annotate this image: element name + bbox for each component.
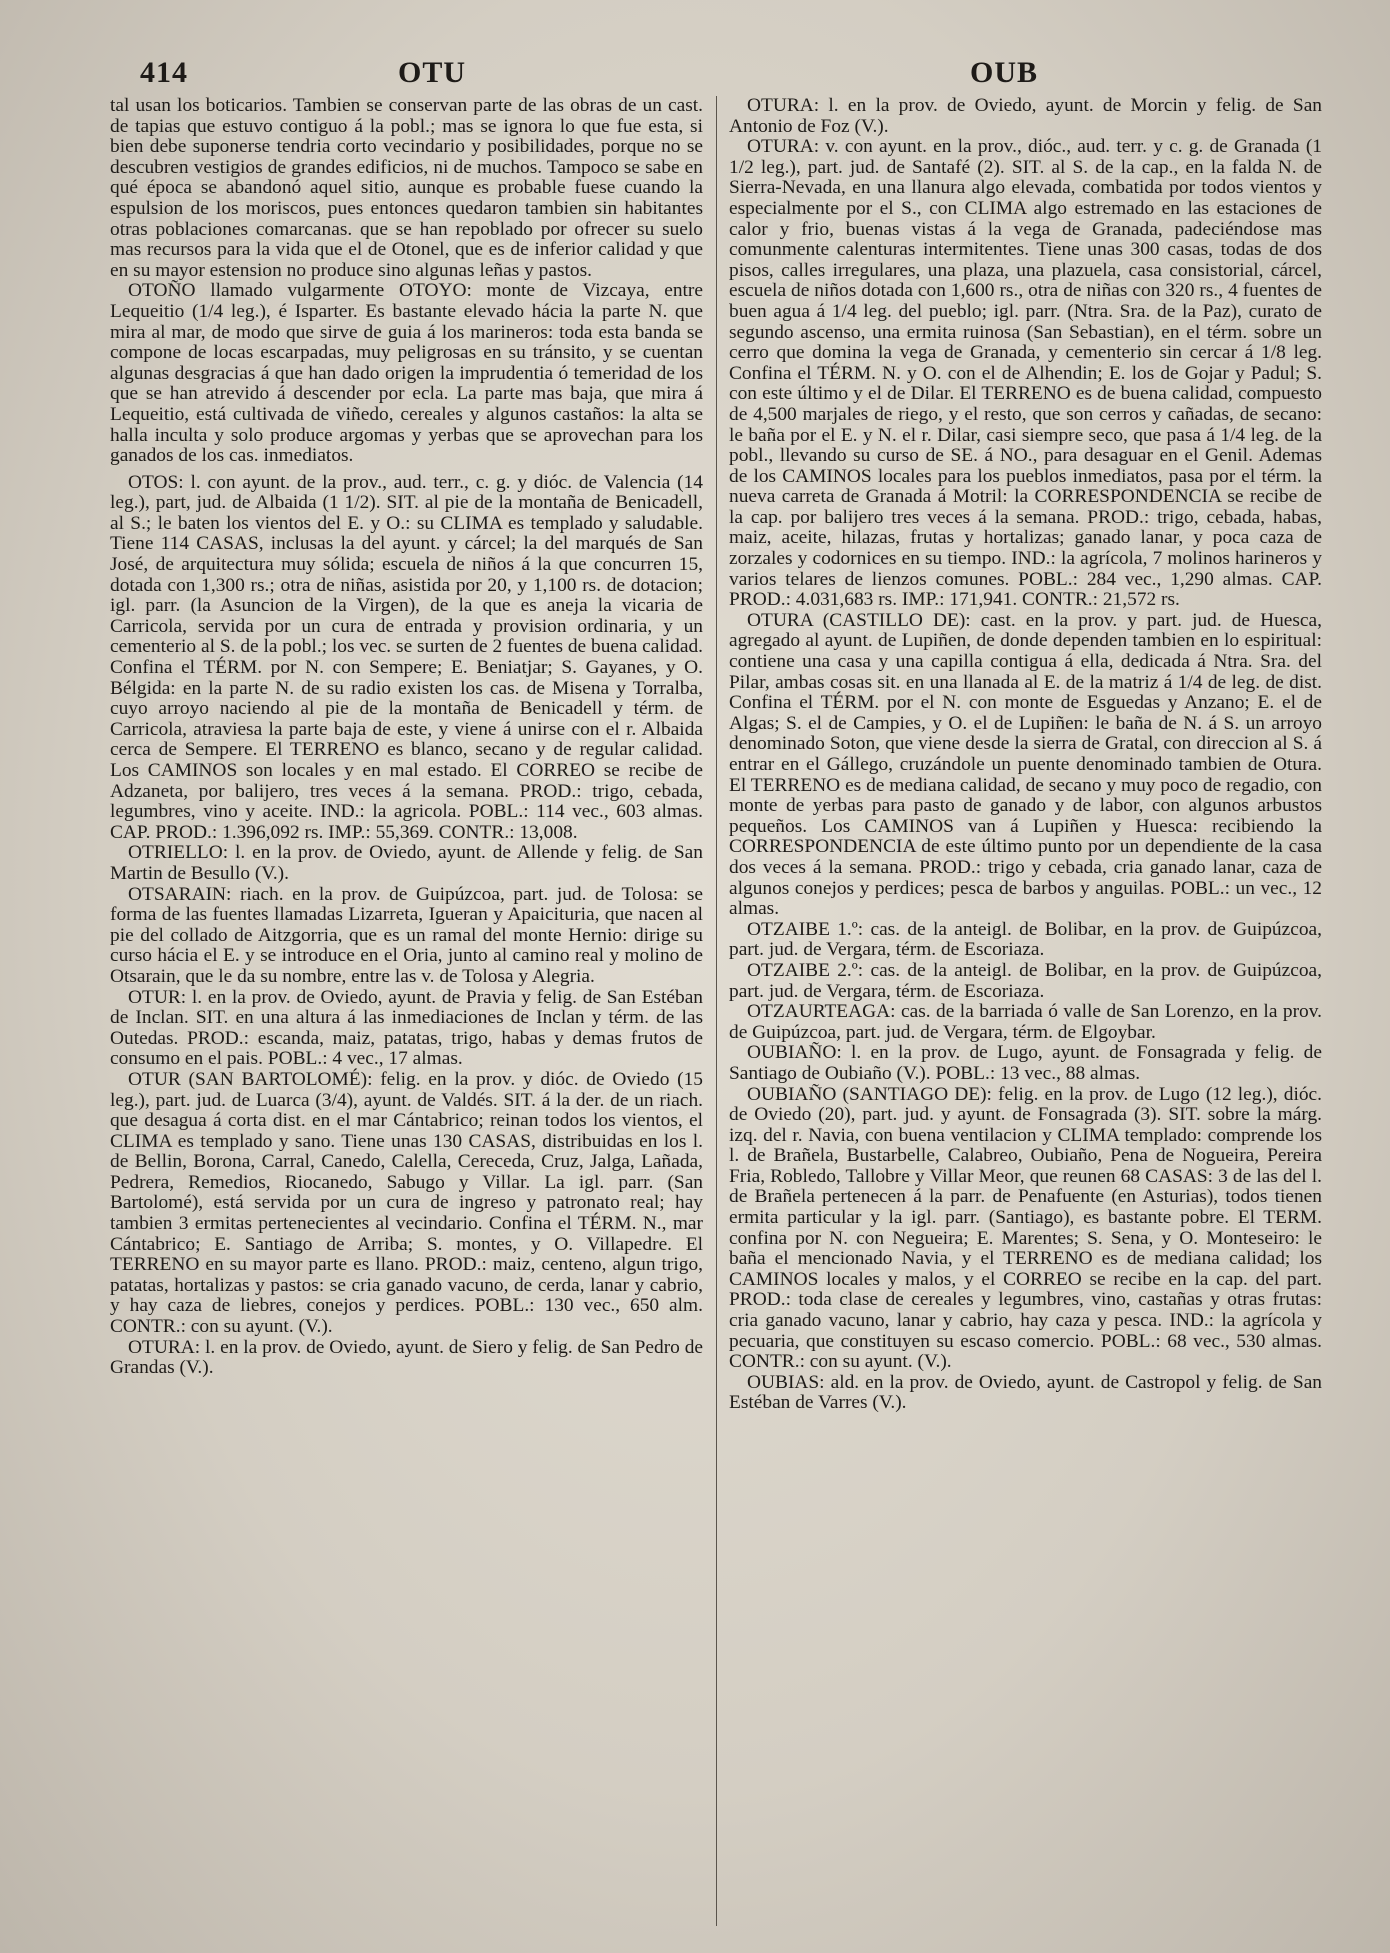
- dictionary-entry: OTUR (SAN BARTOLOMÉ): felig. en la prov. y dióc. de Oviedo (15 leg.), part. jud. de Luarca (3/4), ayunt. de Valdés. SIT. á la der. de un riach. que desagua á corta dist. en el mar Cántabrico; reinan todos los vientos, el CLIMA es templado y sano. Tiene unas 130 CASAS, distribuidas en los l. de Bellin, Borona, Carral, Canedo, Calella, Cereceda, Cruz, Jalga, Lañada, Pedrera, Remedios, Riocanedo, Sabugo y Villar. La igl. parr. (San Bartolomé), está servida por un cura de ingreso y patronato real; hay tambien 3 ermitas pertenecientes al vecindario. Confina el TÉRM. N., mar Cántabrico; E. Santiago de Arriba; S. montes, y O. Villapedre. El TERRENO en su mayor parte es llano. PROD.: maiz, centeno, algun trigo, patatas, hortalizas y pastos: se cria ganado vacuno, de cerda, lanar y cabrio, y hay caza de liebres, conejos y perdices. POBL.: 130 vec., 650 alm. CONTR.: con su ayunt. (V.).: [110, 1068, 703, 1338]
- right-column: [729, 96, 1322, 1926]
- dictionary-entry: tal usan los boticarios. Tambien se conservan parte de las obras de un cast. de tapias que estuvo contiguo á la pobl.; mas se ignora lo que fue esta, si bien debe suponerse tendria corto vecindario y posibilidades, porque no se descubren vestigios de grandes edificios, ni de muchos. Tampoco se sabe en qué época se abandonó aquel sitio, aunque es probable fuese cuando la espulsion de los moriscos, pues entonces quedaron tambien sin habitantes otras poblaciones comarcanas. que se han repoblado por ofrecer su suelo mas recursos para la vida que el de Otonel, que es de inferior calidad y que en su mayor estension no produce sino algunas leñas y pastos.: [110, 96, 703, 281]
- dictionary-entry: OTURA: v. con ayunt. en la prov., dióc., aud. terr. y c. g. de Granada (1 1/2 leg.), part. jud. de Santafé (2). SIT. al S. de la cap., en la falda N. de Sierra-Nevada, en una llanura algo elevada, combatida por todos vientos y especialmente por el S., con CLIMA algo estremado en las estaciones de calor y frio, buenas vistas á la vega de Granada, padeciéndose mas comunmente calenturas intermitentes. Tiene unas 300 casas, todas de dos pisos, calles irregulares, una plaza, una plazuela, casa consistorial, cárcel, escuela de niños dotada con 1,600 rs., otra de niñas con 320 rs., 4 fuentes de buen agua á 1/4 leg. del pueblo; igl. parr. (Ntra. Sra. de la Paz), curato de segundo ascenso, una ermita ruinosa (San Sebastian), en el térm. sobre un cerro que domina la vega de Granada, y cementerio sin cercar á 1/8 leg. Confina el TÉRM. N. y O. con el de Alhendin; E. los de Gojar y Padul; S. con este último y el de Dilar. El TERRENO es de buena calidad, compuesto de 4,500 marjales de riego, y el resto, que son cerros y cañadas, de secano: le baña por el E. y N. el r. Dilar, casi siempre seco, que pasa á 1/4 leg. de la pobl., llevando su curso de SE. á NO., para desaguar en el Genil. Ademas de los CAMINOS locales para los pueblos inmediatos, pasa por el térm. la nueva carreta de Granada á Motril: la CORRESPONDENCIA se recibe de la cap. por balijero tres veces á la semana. PROD.: trigo, cebada, habas, maiz, aceite, hilazas, frutas y hortalizas; ganado lanar, y poca caza de zorzales y codornices en su tiempo. IND.: la agrícola, 7 molinos harineros y varios telares de lienzos comunes. POBL.: 284 vec., 1,290 almas. CAP. PROD.: 4.031,683 rs. IMP.: 171,941. CONTR.: 21,572 rs.: [729, 136, 1322, 611]
- dictionary-entry: OTURA: l. en la prov. de Oviedo, ayunt. de Siero y felig. de San Pedro de Grandas (V.).: [110, 1336, 703, 1379]
- dictionary-entry: OTZAIBE 1.º: cas. de la anteigl. de Bolibar, en la prov. de Guipúzcoa, part. jud. de Vergara, térm. de Escoriaza.: [729, 918, 1322, 961]
- dictionary-entry: OTOÑO llamado vulgarmente OTOYO: monte de Vizcaya, entre Lequeitio (1/4 leg.), é Isparter. Es bastante elevado hácia la parte N. que mira al mar, de modo que sirve de guia á los marineros: toda esta banda se compone de locas escarpadas, muy peligrosas en su tránsito, y se cuentan algunas desgracias á que han dado origen la imprudentia ó temeridad de los que se han atrevido á descender por ecla. La parte mas baja, que mira á Lequeitio, está cultivada de viñedo, cereales y algunos castaños: la alta se halla inculta y solo produce argomas y yerbas que se aprovechan para los ganados de los cas. inmediatos.: [110, 280, 703, 467]
- dictionary-entry: OTOS: l. con ayunt. de la prov., aud. terr., c. g. y dióc. de Valencia (14 leg.), part, jud. de Albaida (1 1/2). SIT. al pie de la montaña de Benicadell, al S.; le baten los vientos del E. y O.: su CLIMA es templado y saludable. Tiene 114 CASAS, inclusas la del ayunt. y cárcel; la del marqués de San José, de arquitectura muy sólida; escuela de niños á la que concurren 15, dotada con 1,300 rs.; otra de niñas, asistida por 20, y 1,100 rs. de dotacion; igl. parr. (la Asuncion de la Virgen), de la que es aneja la vicaria de Carricola, servida por un cura de entrada y provision ordinaria, y un cementerio al S. de la pobl.; los vec. se surten de 2 fuentes de buena calidad. Confina el TÉRM. por N. con Sempere; E. Beniatjar; S. Gayanes, y O. Bélgida: en la parte N. de su radio existen los cas. de Misena y Torralba, cuyo arroyo naciendo al pie de la montaña de Benicadell y térm. de Carricola, atraviesa la parte baja de este, y viene á unirse con el r. Albaida cerca de Sempere. El TERRENO es blanco, secano y de regular calidad. Los CAMINOS son locales y en mal estado. El CORREO se recibe de Adzaneta, por balijero, tres veces á la semana. PROD.: trigo, cebada, legumbres, vino y aceite. IND.: la agricola. POBL.: 114 vec., 603 almas. CAP. PROD.: 1.396,092 rs. IMP.: 55,369. CONTR.: 13,008.: [110, 471, 703, 843]
- left-heading: OTU: [398, 56, 467, 89]
- dictionary-entry: OTZAIBE 2.º: cas. de la anteigl. de Bolibar, en la prov. de Guipúzcoa, part. jud. de Vergara, térm. de Escoriaza.: [729, 959, 1322, 1002]
- dictionary-entry: OTRIELLO: l. en la prov. de Oviedo, ayunt. de Allende y felig. de San Martin de Besullo (V.).: [110, 842, 703, 884]
- text-columns: [110, 96, 1330, 1926]
- dictionary-entry: OUBIAS: ald. en la prov. de Oviedo, ayunt. de Castropol y felig. de San Estéban de Varres (V.).: [729, 1371, 1322, 1414]
- dictionary-entry: OUBIAÑO: l. en la prov. de Lugo, ayunt. de Fonsagrada y felig. de Santiago de Oubiaño (V.). POBL.: 13 vec., 88 almas.: [729, 1042, 1322, 1084]
- page-number: 414: [140, 56, 188, 89]
- column-divider: [716, 96, 717, 1926]
- running-head: [110, 52, 1330, 96]
- dictionary-entry: OTURA: l. en la prov. de Oviedo, ayunt. de Morcin y felig. de San Antonio de Foz (V.).: [729, 96, 1322, 137]
- dictionary-entry: OTUR: l. en la prov. de Oviedo, ayunt. de Pravia y felig. de San Estéban de Inclan. SIT. en una altura á las inmediaciones de Inclan y térm. de las Outedas. PROD.: escanda, maiz, patatas, trigo, habas y demas frutos de consumo en el pais. POBL.: 4 vec., 17 almas.: [110, 986, 703, 1070]
- dictionary-entry: OTSARAIN: riach. en la prov. de Guipúzcoa, part. jud. de Tolosa: se forma de las fuentes llamadas Lizarreta, Igueran y Apaicituria, que nacen al pie del collado de Aitzgorria, que es un ramal del monte Hernio: dirige su curso hácia el E. y se introduce en el Oria, junto al camino real y molino de Otsarain, que le da su nombre, entre las v. de Tolosa y Alegria.: [110, 883, 703, 987]
- right-heading: OUB: [970, 56, 1039, 89]
- left-column: [110, 96, 703, 1926]
- dictionary-entry: OTZAURTEAGA: cas. de la barriada ó valle de San Lorenzo, en la prov. de Guipúzcoa, part. jud. de Vergara, térm. de Elgoybar.: [729, 1001, 1322, 1043]
- dictionary-entry: OUBIAÑO (SANTIAGO DE): felig. en la prov. de Lugo (12 leg.), dióc. de Oviedo (20), part. jud. y ayunt. de Fonsagrada (3). SIT. sobre la márg. izq. del r. Navia, con buena ventilacion y CLIMA templado: comprende los l. de Brañela, Bustarbelle, Calabreo, Oubiaño, Pena de Nogueira, Pereira Fria, Robledo, Tallobre y Villar Meor, que reunen 68 CASAS: 3 de las del l. de Brañela pertenecen á la parr. de Penafuente (en Asturias), todos tienen ermita particular y la igl. parr. (Santiago), es bastante pobre. El TERM. confina por N. con Negueira; E. Marentes; S. Sena, y O. Monteseiro: le baña el mencionado Navia, y el TERRENO es de mediana calidad; los CAMINOS locales y malos, y el CORREO se recibe en la cap. del part. PROD.: toda clase de cereales y legumbres, vino, castañas y otras frutas: cria ganado vacuno, lanar y cabrio, hay caza y pesca. IND.: la agrícola y pecuaria, que constituyen su escaso comercio. POBL.: 68 vec., 530 almas. CONTR.: con su ayunt. (V.).: [729, 1083, 1322, 1373]
- dictionary-entry: OTURA (CASTILLO DE): cast. en la prov. y part. jud. de Huesca, agregado al ayunt. de Lupiñen, de donde dependen tambien en lo espiritual: contiene una casa y una capilla contigua á ella, dedicada á Ntra. Sra. del Pilar, ambas cosas sit. en una llanada al E. de la matriz á 1/4 de leg. de dist. Confina el TÉRM. por el N. con monte de Esguedas y Anzano; E. el de Algas; S. el de Campies, y O. el de Lupiñen: le baña de N. á S. un arroyo denominado Soton, que viene desde la sierra de Gratal, con direccion al S. á entrar en el Gállego, cruzándole un puente denominado tambien de Otura. El TERRENO es de mediana calidad, de secano y muy poco de regadio, con monte de yerbas para pasto de ganado y de labor, con algunos arbustos pequeños. Los CAMINOS van á Lupiñen y Huesca: recibiendo la CORRESPONDENCIA de este último punto por un dependiente de la casa dos veces á la semana. PROD.: trigo y cebada, cria ganado lanar, caza de algunos conejos y perdices; pesca de barbos y anguilas. POBL.: un vec., 12 almas.: [729, 609, 1322, 920]
